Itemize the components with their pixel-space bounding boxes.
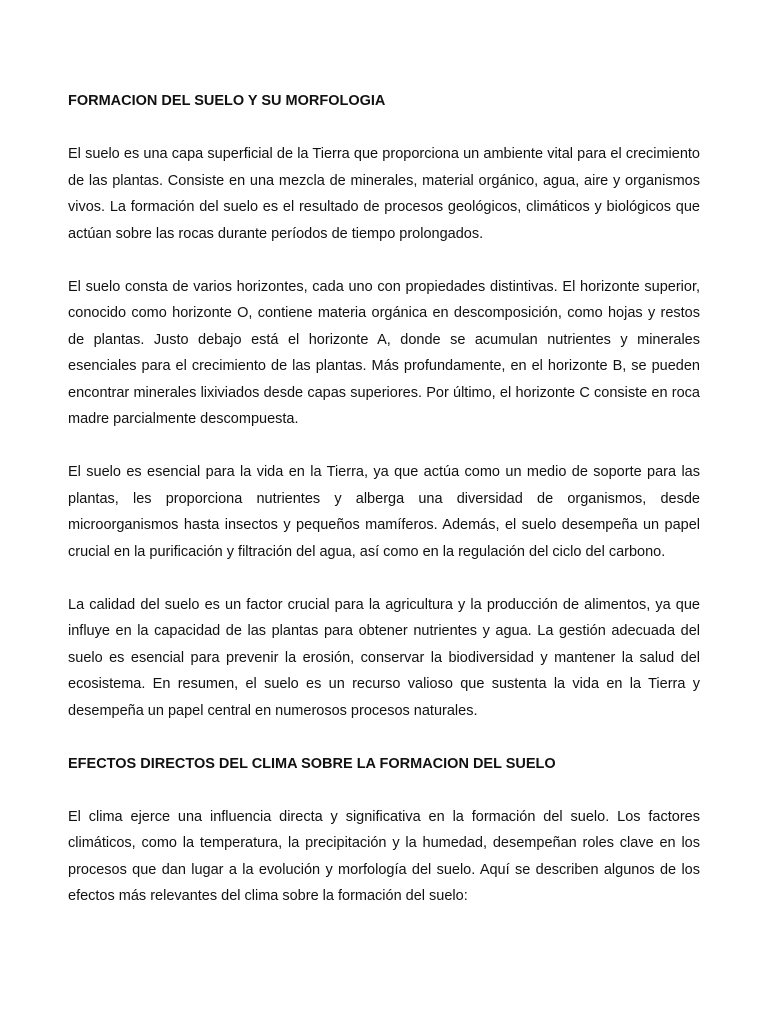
paragraph-definicion-suelo: El suelo es una capa superficial de la Tierra que proporciona un ambiente vital para el crecimiento de las plantas. Consiste en una mezcla de minerales, material orgánico, agua, aire y organismos vivos. La formación del suelo es el resultado de procesos geológicos, climáticos y biológicos que actúan sobre las rocas durante períodos de tiempo prolongados. bbox=[68, 146, 700, 242]
section-heading-formacion: FORMACION DEL SUELO Y SU MORFOLOGIA bbox=[68, 93, 386, 109]
document-page bbox=[68, 88, 700, 936]
section-heading-efectos-clima: EFECTOS DIRECTOS DEL CLIMA SOBRE LA FORMACION DEL SUELO bbox=[68, 755, 556, 772]
paragraph-horizontes: El suelo consta de varios horizontes, cada uno con propiedades distintivas. El horizonte superior, conocido como horizonte O, contiene materia orgánica en descomposición, como hojas y restos de plantas. Justo debajo está el horizonte A, donde se acumulan nutrientes y minerales esenciales para el crecimiento de las plantas. Más profundamente, en el horizonte B, se pueden encontrar minerales lixiviados desde capas superiores. Por último, el horizonte C consiste en roca madre parcialmente descompuesta. bbox=[68, 278, 700, 427]
paragraph-importancia-suelo: El suelo es esencial para la vida en la Tierra, ya que actúa como un medio de soporte para las plantas, les proporciona nutrientes y alberga una diversidad de organismos, desde microorganismos hasta insectos y pequeños mamíferos. Además, el suelo desempeña un papel crucial en la purificación y filtración del agua, así como en la regulación del ciclo del carbono. bbox=[68, 464, 700, 560]
paragraph-calidad-suelo: La calidad del suelo es un factor crucial para la agricultura y la producción de alimentos, ya que influye en la capacidad de las plantas para obtener nutrientes y agua. La gestión adecuada del suelo es esencial para prevenir la erosión, conservar la biodiversidad y mantener la salud del ecosistema. En resumen, el suelo es un recurso valioso que sustenta la vida en la Tierra y desempeña un papel central en numerosos procesos naturales. bbox=[68, 596, 700, 719]
paragraph-clima-influencia: El clima ejerce una influencia directa y significativa en la formación del suelo. Los factores climáticos, como la temperatura, la precipitación y la humedad, desempeñan roles clave en los procesos que dan lugar a la evolución y morfología del suelo. Aquí se describen algunos de los efectos más relevantes del clima sobre la formación del suelo: bbox=[68, 808, 700, 904]
